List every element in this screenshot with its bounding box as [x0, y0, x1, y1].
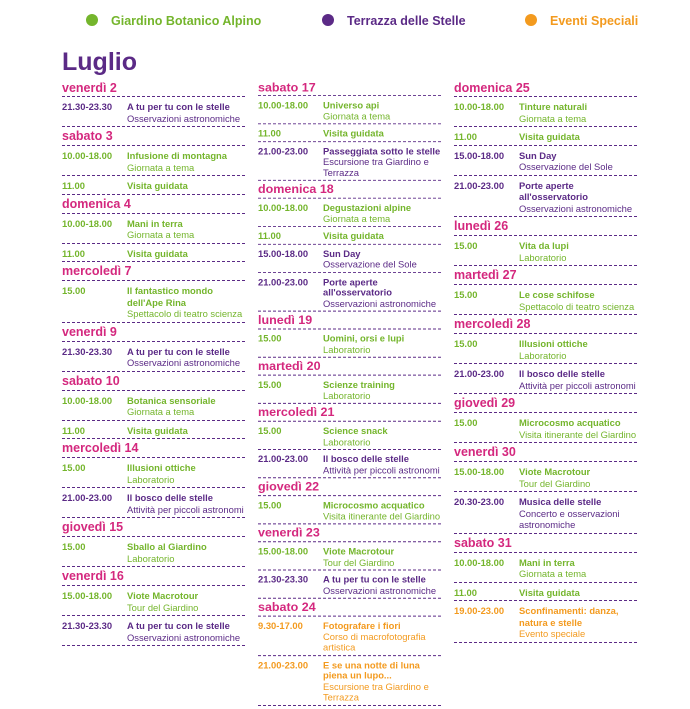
event-item: [258, 96, 441, 121]
event-item: [454, 236, 637, 263]
orange-dot-icon: [525, 14, 537, 26]
event-text: [127, 180, 245, 192]
event-time: 15.00: [454, 417, 478, 428]
event-subtitle: Corso di macrofotografia artistica: [323, 631, 426, 653]
event-subtitle: Laboratorio: [323, 436, 371, 447]
event-item: [258, 376, 441, 401]
event-subtitle: Laboratorio: [519, 349, 567, 361]
day-header: mercoledì 21: [258, 405, 335, 419]
legend: [0, 0, 690, 42]
event-subtitle: Osservazione del Sole: [519, 161, 613, 172]
event-subtitle: Giornata a tema: [127, 161, 195, 173]
event-time: 21.30-23.30: [258, 574, 309, 585]
event-time: 15.00: [62, 462, 86, 473]
event-time: 15.00: [258, 425, 282, 436]
dashed-divider: [62, 645, 245, 646]
event-item: [258, 542, 441, 567]
event-title: Mani in terra: [519, 556, 575, 568]
day-block: [258, 181, 441, 312]
event-subtitle: Laboratorio: [519, 251, 567, 263]
event-time: 15.00: [258, 333, 282, 344]
event-item: [258, 617, 441, 653]
event-title: Mani in terra: [127, 217, 183, 229]
day-block: [258, 599, 441, 706]
day-block: [258, 81, 441, 181]
event-title: A tu per tu con le stelle: [127, 345, 230, 357]
event-time: 11.00: [258, 128, 281, 139]
event-time: 10.00-18.00: [62, 217, 113, 229]
day-header: venerdì 2: [62, 81, 117, 95]
event-text: [519, 240, 637, 263]
event-time: 15.00-18.00: [62, 590, 113, 601]
event-title: Sconfinamenti: danza, natura e stelle: [519, 605, 619, 628]
event-item: [258, 199, 441, 224]
day-header: lunedì 19: [258, 313, 313, 327]
event-time: 21.00-23.00: [454, 179, 505, 191]
day-header: lunedì 26: [454, 219, 509, 233]
event-subtitle: Giornata a tema: [519, 112, 587, 124]
day-block: [454, 534, 637, 643]
event-text: [127, 346, 245, 369]
day-block: [258, 404, 441, 478]
event-item: [258, 450, 441, 475]
event-item: [454, 492, 637, 531]
event-title: Vita da lupi: [519, 240, 569, 251]
event-text: [323, 454, 441, 476]
day-header: sabato 31: [454, 535, 512, 550]
day-block: [62, 81, 245, 127]
event-title: Illusioni ottiche: [127, 462, 196, 473]
dashed-divider: [454, 642, 637, 643]
event-text: [323, 426, 441, 448]
event-item: [258, 142, 441, 178]
event-text: [323, 248, 441, 270]
event-text: [323, 659, 441, 702]
event-title: Viote Macrotour: [127, 590, 199, 601]
event-title: A tu per tu con le stelle: [323, 574, 426, 585]
event-item: [62, 488, 245, 515]
event-time: 15.00-18.00: [454, 466, 505, 477]
event-text: [519, 131, 637, 143]
day-block: [454, 217, 637, 266]
event-time: 10.00-18.00: [454, 101, 505, 112]
event-subtitle: Escursione tra Giardino e Terrazza: [323, 156, 429, 178]
event-time: 21.00-23.00: [258, 145, 309, 156]
day-block: [258, 478, 441, 524]
event-subtitle: Escursione tra Giardino e Terrazza: [323, 681, 429, 703]
event-text: [127, 462, 245, 485]
day-block: [454, 394, 637, 443]
event-item: [258, 273, 441, 309]
event-time: 21.00-23.00: [258, 659, 309, 670]
event-subtitle: Osservazioni astronomiche: [323, 585, 437, 596]
event-item: [454, 601, 637, 640]
event-time: 21.30-23.30: [62, 345, 113, 357]
event-title: Microcosmo acquatico: [323, 499, 425, 511]
event-time: 15.00: [62, 285, 86, 296]
event-subtitle: Giornata a tema: [323, 213, 391, 224]
event-item: [258, 124, 441, 139]
day-block: [62, 323, 245, 372]
event-text: [519, 587, 637, 599]
dashed-divider: [258, 705, 441, 706]
event-text: [323, 202, 441, 224]
event-text: [519, 466, 637, 489]
event-title: Infusione di montagna: [127, 150, 227, 161]
day-block: [62, 127, 245, 195]
legend-label: Terrazza delle Stelle: [347, 14, 466, 28]
event-text: [127, 541, 245, 564]
event-subtitle: Tour del Giardino: [127, 601, 199, 613]
day-header: mercoledì 7: [62, 264, 132, 278]
event-item: [62, 176, 245, 192]
event-item: [62, 391, 245, 418]
day-block: [258, 524, 441, 598]
event-subtitle: Laboratorio: [323, 344, 371, 355]
event-item: [258, 496, 441, 521]
event-item: [258, 570, 441, 595]
schedule-column-2: [258, 81, 441, 706]
day-block: [62, 567, 245, 646]
day-header: venerdì 30: [454, 445, 516, 459]
day-header: sabato 24: [258, 600, 316, 614]
event-item: [454, 334, 637, 361]
event-time: 10.00-18.00: [258, 202, 309, 213]
event-text: [127, 590, 245, 613]
day-header: sabato 17: [258, 81, 316, 95]
day-block: [258, 358, 441, 404]
event-title: Visita guidata: [519, 586, 580, 598]
event-time: 21.00-23.00: [258, 453, 309, 465]
event-text: [519, 557, 637, 580]
day-block: [454, 81, 637, 217]
event-title: Musica delle stelle: [519, 496, 602, 507]
event-title: Illusioni ottiche: [519, 338, 588, 349]
event-time: 11.00: [258, 230, 281, 242]
event-text: [127, 425, 245, 437]
day-block: [62, 439, 245, 518]
day-block: [258, 312, 441, 358]
event-item: [62, 214, 245, 241]
event-subtitle: Osservazioni astronomiche: [127, 112, 241, 124]
event-text: [323, 276, 441, 308]
event-time: 21.00-23.00: [454, 368, 505, 379]
event-title: Viote Macrotour: [323, 545, 395, 557]
day-block: [454, 443, 637, 534]
event-time: 15.00: [454, 289, 478, 300]
event-time: 11.00: [62, 180, 85, 191]
event-text: [323, 128, 441, 139]
event-subtitle: Giornata a tema: [519, 568, 587, 579]
event-title: Il bosco delle stelle: [519, 368, 605, 379]
event-text: [323, 333, 441, 355]
day-header: mercoledì 14: [62, 441, 139, 455]
event-subtitle: Laboratorio: [127, 552, 175, 564]
purple-dot-icon: [322, 14, 334, 26]
legend-item-giardino: [86, 13, 261, 29]
event-title: Visita guidata: [323, 230, 384, 242]
event-text: [519, 180, 637, 215]
event-subtitle: Laboratorio: [127, 473, 175, 485]
event-time: 19.00-23.00: [454, 605, 505, 616]
event-text: [519, 101, 637, 124]
event-item: [454, 553, 637, 580]
event-item: [62, 244, 245, 260]
event-text: [323, 620, 441, 652]
day-header: giovedì 22: [258, 480, 320, 494]
event-title: Visita guidata: [127, 247, 188, 259]
event-item: [62, 421, 245, 437]
event-text: [127, 492, 245, 515]
legend-label: Giardino Botanico Alpino: [111, 14, 262, 28]
event-item: [258, 656, 441, 703]
event-item: [258, 244, 441, 269]
event-text: [127, 395, 245, 418]
event-title: Microcosmo acquatico: [519, 417, 621, 428]
event-subtitle: Attività per piccoli astronomi: [127, 503, 244, 515]
event-text: [127, 150, 245, 173]
event-title: Il bosco delle stelle: [127, 492, 213, 503]
event-title: Sballo al Giardino: [127, 541, 207, 552]
event-item: [62, 342, 245, 369]
day-header: martedì 20: [258, 359, 321, 373]
event-text: [323, 574, 441, 596]
event-subtitle: Attività per piccoli astronomi: [323, 464, 440, 475]
day-header: giovedì 15: [62, 520, 124, 534]
event-time: 10.00-18.00: [62, 394, 113, 406]
event-title: Botanica sensoriale: [127, 394, 216, 406]
event-time: 21.00-23.00: [62, 492, 113, 503]
green-dot-icon: [86, 14, 98, 26]
event-item: [62, 281, 245, 320]
event-time: 11.00: [454, 131, 477, 142]
event-text: [323, 100, 441, 122]
event-title: Il fantastico mondo dell'Ape Rina: [127, 285, 213, 308]
day-header: martedì 27: [454, 268, 517, 282]
event-time: 15.00: [258, 499, 282, 511]
event-item: [62, 458, 245, 485]
event-text: [127, 101, 245, 124]
event-text: [323, 500, 441, 522]
event-item: [258, 329, 441, 354]
event-text: [519, 368, 637, 391]
event-item: [454, 176, 637, 215]
event-title: A tu per tu con le stelle: [127, 101, 230, 112]
event-time: 21.30-23.30: [62, 620, 113, 631]
event-title: Il bosco delle stelle: [323, 453, 409, 465]
event-text: [323, 145, 441, 177]
event-item: [454, 127, 637, 143]
event-item: [454, 413, 637, 440]
event-text: [323, 546, 441, 568]
event-subtitle: Laboratorio: [323, 390, 371, 401]
event-title: Visita guidata: [127, 180, 188, 191]
legend-label: Eventi Speciali: [550, 14, 639, 28]
day-block: [454, 266, 637, 315]
event-text: [519, 289, 637, 312]
event-title: E se una notte di luna piena un lupo...: [323, 659, 420, 681]
event-subtitle: Spettacolo di teatro scienza: [127, 308, 243, 319]
event-title: Passeggiata sotto le stelle: [323, 145, 441, 156]
event-time: 9.30-17.00: [258, 620, 303, 631]
event-title: Fotografare i fiori: [323, 620, 401, 631]
day-block: [454, 315, 637, 394]
event-subtitle: Visita itinerante del Giardino: [519, 428, 637, 440]
day-block: [62, 262, 245, 323]
event-item: [258, 422, 441, 447]
event-title: Visita guidata: [519, 131, 580, 142]
event-title: Porte aperte all'osservatorio: [323, 276, 392, 298]
event-subtitle: Concerto e osservazioni astronomiche: [519, 507, 620, 530]
event-text: [519, 150, 637, 173]
day-header: sabato 10: [62, 373, 120, 388]
event-title: Sun Day: [323, 248, 361, 259]
day-header: domenica 18: [258, 182, 334, 196]
event-title: Sun Day: [519, 149, 557, 161]
event-item: [62, 616, 245, 643]
event-subtitle: Osservazioni astronomiche: [127, 631, 241, 643]
event-time: 10.00-18.00: [258, 99, 309, 111]
event-text: [323, 231, 441, 242]
event-text: [127, 218, 245, 241]
event-title: Universo api: [323, 99, 380, 111]
day-header: mercoledì 28: [454, 317, 531, 331]
event-title: Porte aperte all'osservatorio: [519, 179, 588, 202]
day-header: venerdì 16: [62, 569, 124, 583]
day-header: venerdì 9: [62, 324, 117, 339]
event-title: Visita guidata: [323, 128, 384, 139]
event-subtitle: Giornata a tema: [127, 229, 195, 240]
event-subtitle: Evento speciale: [519, 628, 586, 639]
event-item: [454, 364, 637, 391]
event-title: Le cose schifose: [519, 289, 595, 300]
event-title: Viote Macrotour: [519, 466, 591, 477]
day-header: sabato 3: [62, 129, 113, 143]
schedule-column-3: [454, 81, 637, 643]
event-item: [454, 462, 637, 489]
event-time: 10.00-18.00: [62, 150, 113, 161]
event-text: [519, 605, 637, 640]
event-item: [62, 586, 245, 613]
event-title: Uomini, orsi e lupi: [323, 333, 405, 344]
event-item: [62, 97, 245, 124]
event-text: [127, 248, 245, 260]
legend-item-terrazza: [322, 13, 466, 29]
event-time: 11.00: [62, 424, 85, 436]
event-subtitle: Tour del Giardino: [323, 556, 395, 568]
event-subtitle: Giornata a tema: [127, 406, 195, 417]
event-time: 21.00-23.00: [258, 276, 309, 287]
day-header: giovedì 29: [454, 396, 516, 410]
event-time: 15.00-18.00: [454, 149, 505, 161]
event-time: 20.30-23.00: [454, 496, 505, 507]
event-subtitle: Osservazioni astronomiche: [127, 357, 241, 368]
event-title: Degustazioni alpine: [323, 202, 412, 213]
month-title: Luglio: [62, 48, 137, 76]
event-subtitle: Osservazioni astronomiche: [323, 297, 437, 309]
event-time: 11.00: [454, 586, 477, 598]
event-title: Science snack: [323, 425, 388, 436]
event-text: [519, 338, 637, 361]
event-time: 15.00-18.00: [258, 545, 309, 557]
event-time: 10.00-18.00: [454, 556, 505, 568]
event-time: 15.00: [454, 240, 478, 251]
event-item: [454, 285, 637, 312]
event-title: Visita guidata: [127, 424, 188, 436]
event-time: 15.00: [62, 541, 86, 552]
event-text: [519, 417, 637, 440]
event-subtitle: Tour del Giardino: [519, 477, 591, 489]
event-item: [62, 537, 245, 564]
event-subtitle: Giornata a tema: [323, 110, 391, 122]
event-text: [519, 496, 637, 531]
event-item: [454, 583, 637, 599]
event-item: [258, 227, 441, 242]
event-subtitle: Spettacolo di teatro scienza: [519, 300, 635, 312]
legend-item-eventi: [525, 13, 638, 29]
day-header: domenica 25: [454, 81, 530, 95]
event-subtitle: Osservazioni astronomiche: [519, 202, 633, 214]
event-title: A tu per tu con le stelle: [127, 620, 230, 631]
event-time: 15.00-18.00: [258, 248, 309, 259]
event-text: [127, 285, 245, 320]
day-block: [62, 195, 245, 263]
event-text: [127, 620, 245, 643]
event-title: Tinture naturali: [519, 101, 588, 112]
event-item: [62, 146, 245, 173]
event-item: [454, 97, 637, 124]
day-block: [62, 372, 245, 440]
event-subtitle: Attività per piccoli astronomi: [519, 379, 636, 391]
day-header: domenica 4: [62, 196, 131, 211]
event-time: 15.00: [454, 338, 478, 349]
schedule-column-1: [62, 81, 245, 646]
day-header: venerdì 23: [258, 526, 320, 540]
event-text: [323, 379, 441, 401]
event-title: Scienze training: [323, 379, 395, 390]
event-time: 21.30-23.30: [62, 101, 113, 112]
event-time: 11.00: [62, 247, 85, 259]
event-item: [454, 146, 637, 173]
event-subtitle: Osservazione del Sole: [323, 258, 417, 270]
event-subtitle: Visita itinerante del Giardino: [323, 510, 441, 522]
event-time: 15.00: [258, 379, 282, 390]
day-block: [62, 518, 245, 567]
